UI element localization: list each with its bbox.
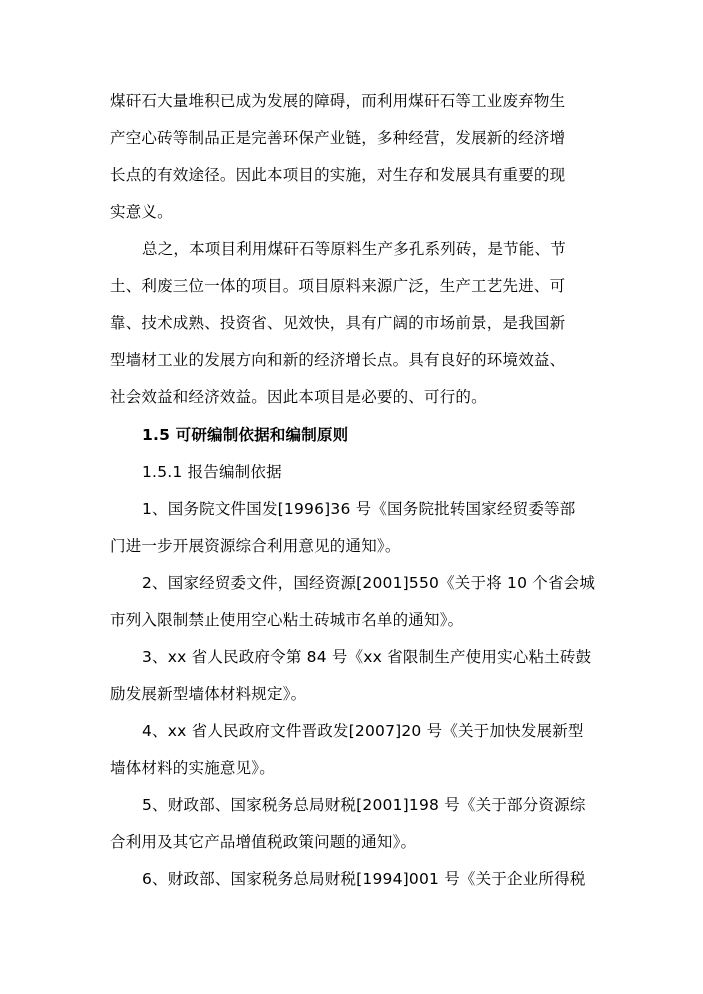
list-item-line: 合利用及其它产品增值税政策问题的通知》。 (110, 833, 417, 851)
body-text-line: 煤矸石大量堆积已成为发展的障碍，而利用煤矸石等工业废弃物生 (110, 92, 566, 110)
section-heading: 1.5 可研编制依据和编制原则 (142, 426, 349, 444)
list-item-line: 市列入限制禁止使用空心粘土砖城市名单的通知》。 (110, 611, 464, 629)
body-text-line: 长点的有效途径。因此本项目的实施，对生存和发展具有重要的现 (110, 166, 566, 184)
body-text-line: 土、利废三位一体的项目。项目原料来源广泛，生产工艺先进、可 (110, 277, 566, 295)
list-item-line: 门进一步开展资源综合利用意见的通知》。 (110, 537, 401, 555)
list-item-line: 墙体材料的实施意见》。 (110, 759, 275, 777)
body-text-line: 靠、技术成熟、投资省、见效快，具有广阔的市场前景，是我国新 (110, 314, 566, 332)
list-item-line: 2、国家经贸委文件，国经资源[2001]550《关于将 10 个省会城 (142, 574, 596, 592)
list-item-line: 3、xx 省人民政府令第 84 号《xx 省限制生产使用实心粘土砖鼓 (142, 648, 592, 666)
body-text-line: 社会效益和经济效益。因此本项目是必要的、可行的。 (110, 388, 487, 406)
body-text-line: 型墙材工业的发展方向和新的经济增长点。具有良好的环境效益、 (110, 351, 566, 369)
subsection-heading: 1.5.1 报告编制依据 (142, 463, 282, 481)
list-item-line: 5、财政部、国家税务总局财税[2001]198 号《关于部分资源综 (142, 796, 586, 814)
list-item-line: 1、国务院文件国发[1996]36 号《国务院批转国家经贸委等部 (142, 500, 576, 518)
list-item-line: 励发展新型墙体材料规定》。 (110, 685, 307, 703)
body-text-line: 实意义。 (110, 203, 173, 221)
list-item-line: 4、xx 省人民政府文件晋政发[2007]20 号《关于加快发展新型 (142, 722, 584, 740)
body-text-line: 总之，本项目利用煤矸石等原料生产多孔系列砖，是节能、节 (142, 240, 566, 258)
list-item-line: 6、财政部、国家税务总局财税[1994]001 号《关于企业所得税 (142, 870, 586, 888)
body-text-line: 产空心砖等制品正是完善环保产业链，多种经营，发展新的经济增 (110, 129, 566, 147)
